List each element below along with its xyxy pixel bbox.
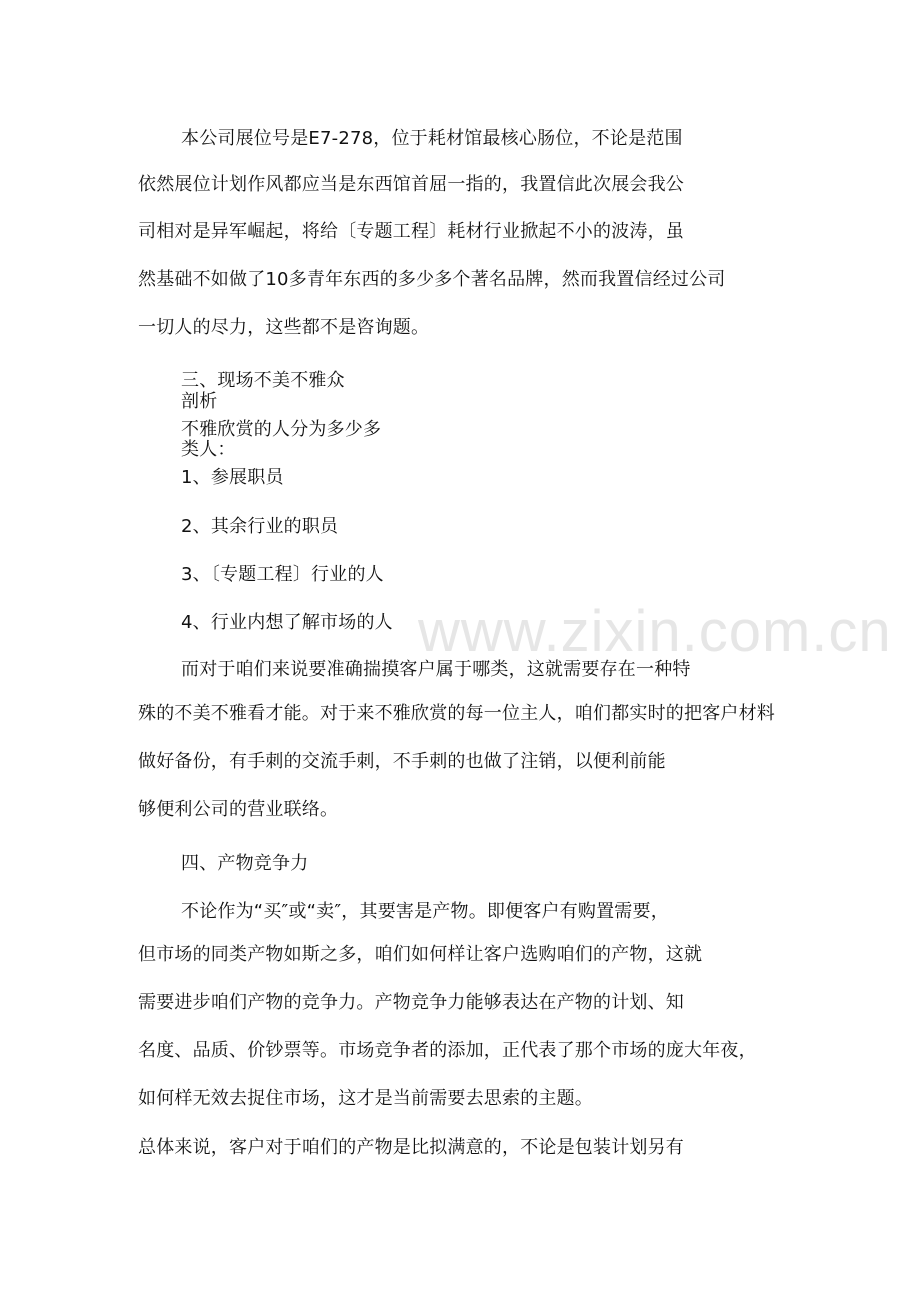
section-3-intro-line-1: 不雅欣赏的人分为多少多 (181, 419, 382, 440)
list-item-2: 2、其余行业的职员 (181, 516, 339, 537)
list-item-4: 4、行业内想了解市场的人 (181, 612, 393, 633)
paragraph-3-line-3: 需要进步咱们产物的竞争力。产物竞争力能够表达在产物的计划、知 (138, 992, 684, 1013)
paragraph-3-line-1: 不论作为“买″或“卖″，其要害是产物。即便客户有购置需要， (181, 901, 669, 922)
section-3-intro-line-2: 类人： (181, 439, 236, 460)
paragraph-2-line-2: 殊的不美不雅看才能。对于来不雅欣赏的每一位主人，咱们都实时的把客户材料 (138, 703, 775, 724)
list-item-3: 3、〔专题工程〕行业的人 (181, 564, 384, 585)
paragraph-3-line-5: 如何样无效去捉住市场，这才是当前需要去思索的主题。 (138, 1088, 593, 1109)
paragraph-1-line-2: 依然展位计划作风都应当是东西馆首屈一指的，我置信此次展会我公 (138, 174, 684, 195)
watermark-text: www.zixin.com.cn (418, 599, 892, 664)
paragraph-2-line-4: 够便利公司的营业联络。 (138, 799, 339, 820)
list-item-1: 1、参展职员 (181, 467, 284, 488)
paragraph-1-line-5: 一切人的尽力，这些都不是咨询题。 (138, 317, 430, 338)
paragraph-1-line-3: 司相对是异军崛起，将给〔专题工程〕耗材行业掀起不小的波涛，虽 (138, 221, 684, 242)
paragraph-1-line-1: 本公司展位号是E7-278，位于耗材馆最核心肠位，不论是范围 (181, 128, 683, 149)
paragraph-2-line-3: 做好备份，有手刺的交流手刺，不手刺的也做了注销，以便利前能 (138, 751, 666, 772)
paragraph-2-line-1: 而对于咱们来说要准确揣摸客户属于哪类，这就需要存在一种特 (181, 659, 691, 680)
paragraph-4-line-1: 总体来说，客户对于咱们的产物是比拟满意的，不论是包装计划另有 (138, 1137, 684, 1158)
section-3-heading-line-1: 三、现场不美不雅众 (181, 370, 345, 391)
section-4-heading: 四、产物竞争力 (181, 853, 309, 874)
paragraph-1-line-4: 然基础不如做了10多青年东西的多少多个著名品牌，然而我置信经过公司 (138, 269, 726, 290)
paragraph-3-line-4: 名度、品质、价钞票等。市场竞争者的添加，正代表了那个市场的庞大年夜， (138, 1040, 757, 1061)
section-3-heading-line-2: 剖析 (181, 391, 218, 412)
paragraph-3-line-2: 但市场的同类产物如斯之多，咱们如何样让客户选购咱们的产物，这就 (138, 944, 703, 965)
